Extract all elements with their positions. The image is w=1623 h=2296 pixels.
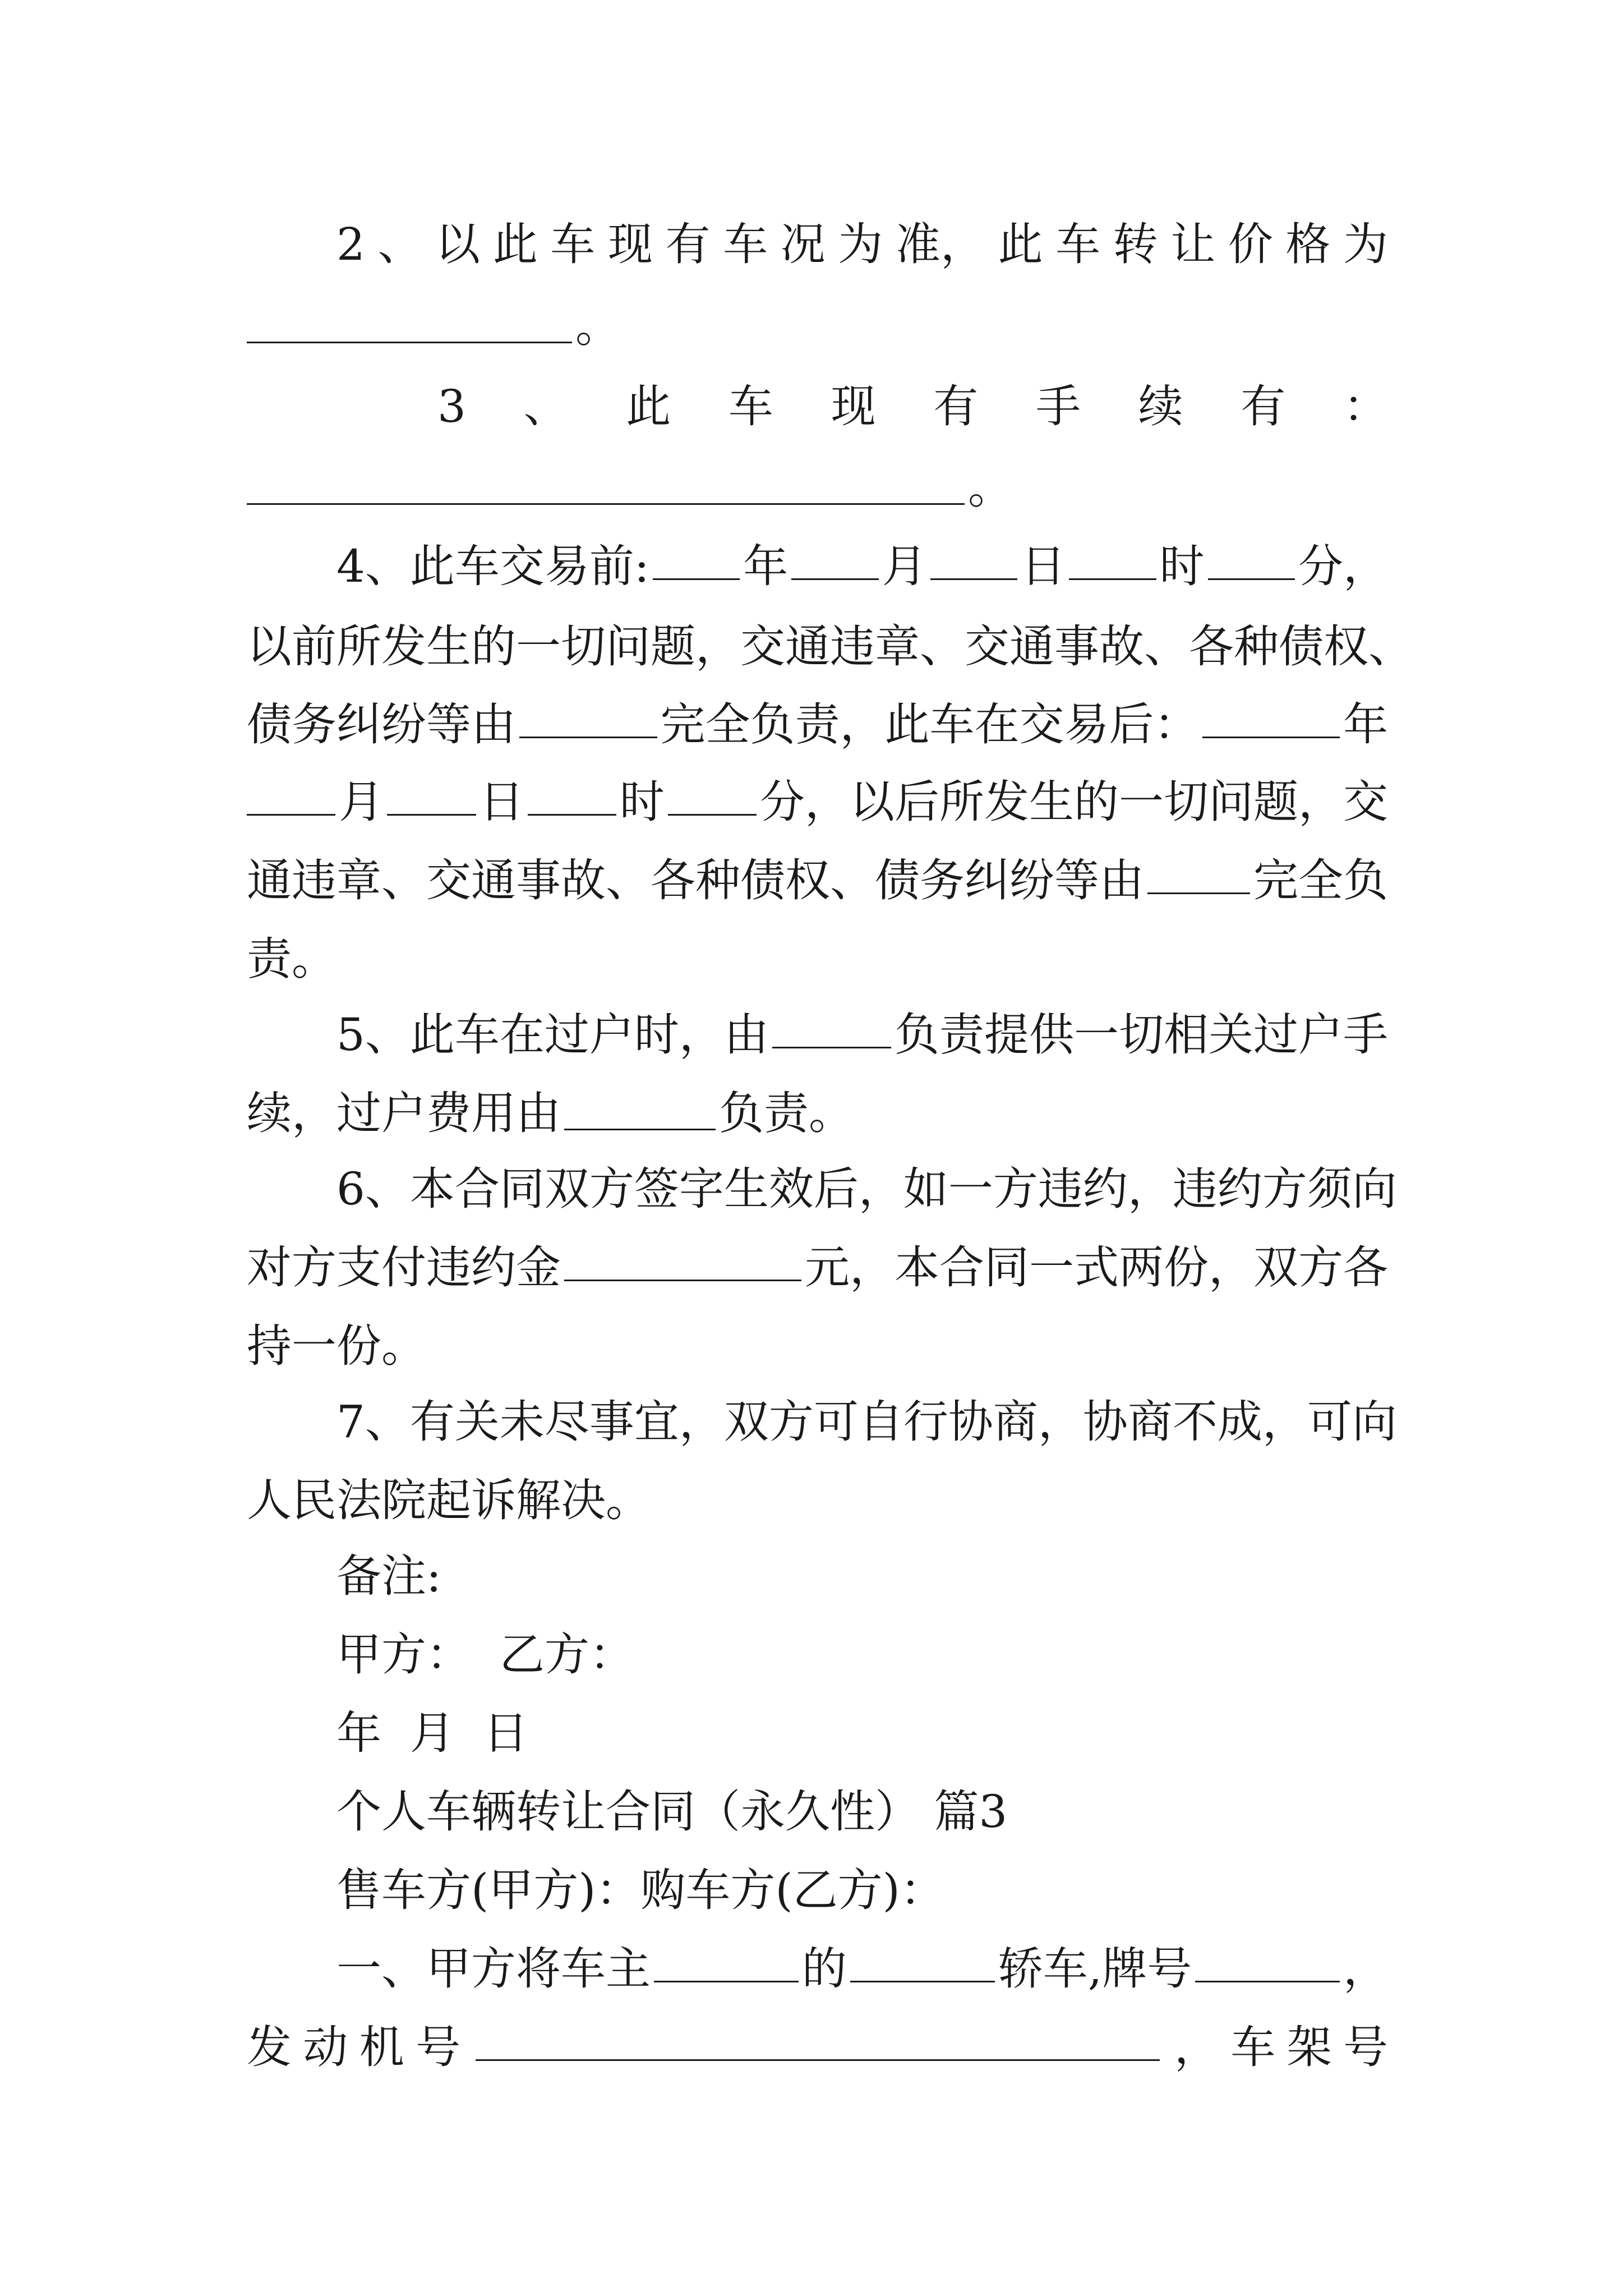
clause-3-line-2: 。: [247, 449, 1388, 527]
plate-number-blank[interactable]: [1195, 1976, 1340, 1982]
after-responsible-blank[interactable]: [1147, 888, 1250, 894]
before-minute-blank[interactable]: [1208, 574, 1295, 580]
transfer-fee-blank[interactable]: [564, 1124, 716, 1130]
after-minute-blank[interactable]: [668, 809, 757, 816]
remark-label: 备注:: [336, 1550, 441, 1602]
clause-6-line-2: 对方支付违约金 元，本合同一式两份，双方各: [247, 1241, 1388, 1294]
clause-4-line-4: 月 日 时 分，以后所发生的一切问题，交: [247, 763, 1388, 841]
after-hour-blank[interactable]: [528, 809, 616, 816]
clause-2-number: 2: [336, 218, 365, 270]
clause-1-line-1: 一、甲方将车主 的 轿车,牌号 ，: [336, 1943, 1389, 1995]
after-year-blank[interactable]: [1202, 732, 1340, 738]
clause-6-line-3: 持一份。: [247, 1320, 426, 1372]
clause-4-line-6: 责。: [247, 933, 336, 985]
clause-4-line-1: 4、此车交易前: 年 月 日 时 分，: [336, 540, 1388, 592]
transfer-responsible-blank[interactable]: [772, 1042, 891, 1048]
after-day-blank[interactable]: [387, 809, 476, 816]
clause-3-number: 3: [437, 380, 466, 432]
clause-7-line-1: 7、有关未尽事宜，双方可自行协商，协商不成，可向: [336, 1396, 1397, 1448]
clause-4-line-5: 通违章、交通事故、各种债权、债务纠纷等由 完全负: [247, 854, 1388, 907]
clause-6-line-1: 6、本合同双方签字生效后，如一方违约，违约方须向: [336, 1163, 1397, 1215]
before-day-blank[interactable]: [930, 574, 1017, 580]
procedures-blank[interactable]: [247, 499, 965, 505]
clause-7-line-2: 人民法院起诉解决。: [247, 1474, 651, 1526]
clause-4-line-2: 以前所发生的一切问题，交通违章、交通事故、各种债权、: [247, 620, 1413, 673]
clause-5-line-1: 5、此车在过户时，由 负责提供一切相关过户手: [336, 1009, 1388, 1061]
clause-4-line-3: 债务纠纷等由 完全负责，此车在交易后： 年: [247, 698, 1388, 751]
contract-title: 个人车辆转让合同（永久性） 篇3: [336, 1786, 1008, 1838]
car-model-blank[interactable]: [850, 1976, 995, 1982]
price-blank[interactable]: [247, 337, 572, 343]
after-month-blank[interactable]: [247, 809, 335, 816]
signing-date: 年 月 日: [336, 1707, 528, 1759]
clause-5-line-2: 续，过户费用由 负责。: [247, 1087, 854, 1139]
seller-buyer-line: 售车方(甲方)：购车方(乙方)：: [336, 1864, 945, 1916]
clause-2-line-2: 。: [247, 287, 1388, 366]
before-hour-blank[interactable]: [1069, 574, 1156, 580]
engine-number-blank[interactable]: [476, 2055, 1160, 2061]
clause-3-line-1: 3 、 此 车 现 有 手 续 有 ：: [437, 367, 1388, 446]
before-responsible-blank[interactable]: [519, 732, 657, 738]
clause-2-line-1: 2 、 以 此 车 现 有 车 况 为 准， 此 车 转 让 价 格 为: [336, 205, 1388, 284]
owner-blank[interactable]: [654, 1976, 799, 1982]
clause-1-line-2: 发 动 机 号 ， 车 架 号: [247, 2021, 1388, 2073]
penalty-amount-blank[interactable]: [564, 1275, 801, 1281]
party-signatures: 甲方： 乙方：: [336, 1628, 634, 1681]
before-year-blank[interactable]: [653, 574, 740, 580]
before-month-blank[interactable]: [791, 574, 878, 580]
